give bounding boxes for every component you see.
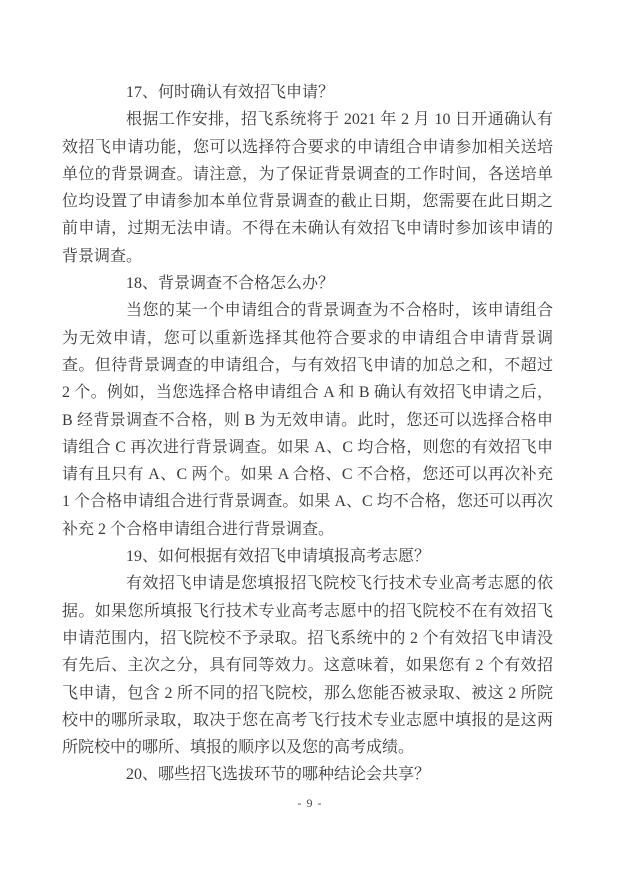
qa-section-20: [62, 761, 553, 788]
qa-section-17: [62, 79, 553, 270]
answer-18: 当您的某一个申请组合的背景调查为不合格时，该申请组合为无效申请，您可以重新选择其他符合要求的申请组合申请背景调查。但待背景调查的申请组合，与有效招飞申请的加总之和，不超过 2 个。例如，当您选择合格申请组合 A 和 B 确认有效招飞申请之后，B 经背景调查不合格，则 B 为无效申请。此时，您还可以选择合格申请组合 C 再次进行背景调查。如果 A、C 均合格，则您的有效招飞申请有且只有 A、C 两个。如果 A 合格、C 不合格，您还可以再次补充 1 个合格申请组合进行背景调查。如果 A、C 均不合格，您还可以再次补充 2 个合格申请组合进行背景调查。: [62, 302, 553, 538]
question-18: 18、背景调查不合格怎么办？: [126, 275, 335, 293]
question-17: 17、何时确认有效招飞申请？: [126, 84, 335, 101]
answer-19: 有效招飞申请是您填报招飞院校飞行技术专业高考志愿的依据。如果您所填报飞行技术专业高考志愿中的招飞院校不在有效招飞申请范围内，招飞院校不予录取。招飞系统中的 2 个有效招飞申请没有先后、主次之分，具有同等效力。这意味着，如果您有 2 个有效招飞申请，包含 2 所不同的招飞院校，那么您能否被录取、被这 2 所院校中的哪所录取，取决于您在高考飞行技术专业志愿中填报的是这两所院校中的哪所、填报的顺序以及您的高考成绩。: [62, 575, 553, 757]
answer-17: 根据工作安排，招飞系统将于 2021 年 2 月 10 日开通确认有效招飞申请功能，您可以选择符合要求的申请组合申请参加相关送培单位的背景调查。请注意，为了保证背景调查的工作时间，各送培单位均设置了申请参加本单位背景调查的截止日期，您需要在此日期之前申请，过期无法申请。不得在未确认有效招飞申请时参加该申请的背景调查。: [62, 111, 553, 265]
question-20: 20、哪些招飞选拔环节的哪种结论会共享？: [126, 766, 431, 784]
qa-section-18: [62, 270, 553, 543]
page-number: - 9 -: [297, 796, 323, 810]
qa-section-19: [62, 543, 553, 761]
question-19: 19、如何根据有效招飞申请填报高考志愿？: [126, 548, 431, 566]
page-footer: [0, 796, 620, 811]
document-body: [62, 79, 553, 789]
